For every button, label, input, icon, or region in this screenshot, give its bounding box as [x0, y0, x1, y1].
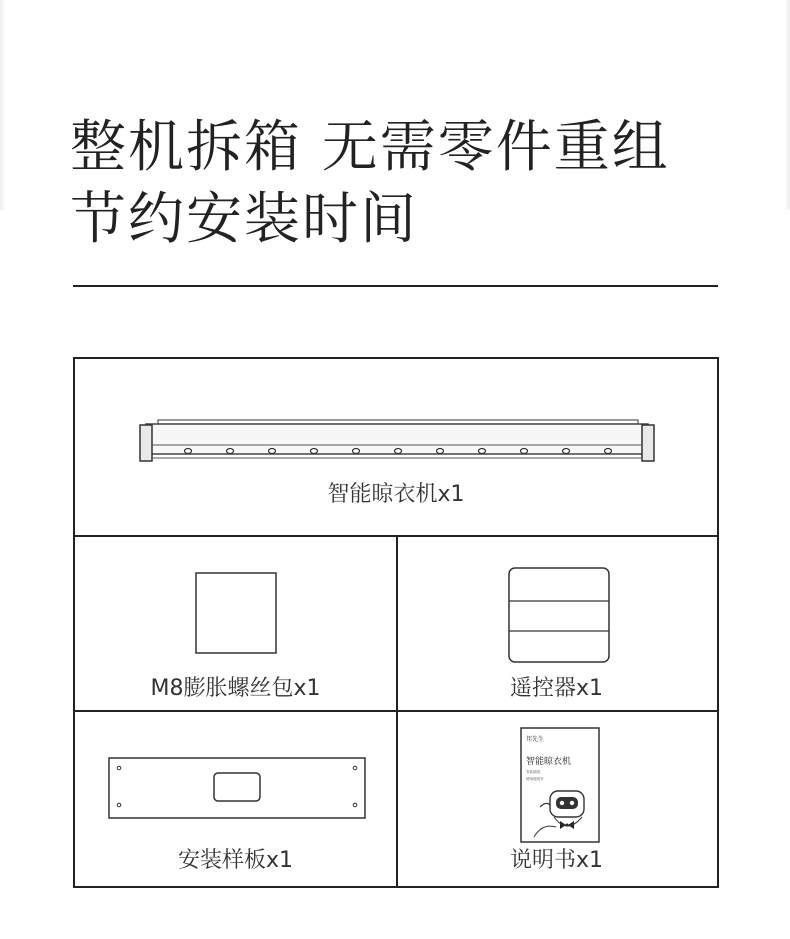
- manual-line-a: 安装说明: [526, 770, 540, 774]
- item-label-dryer: 智能晾衣机x1: [327, 482, 465, 507]
- headline-line-1: 整机拆箱 无需零件重组: [70, 115, 670, 180]
- clothes-dryer-rail-icon: [138, 415, 656, 465]
- manual-brand: 邦先生: [526, 737, 545, 743]
- item-label-remote: 遥控器x1: [509, 676, 604, 701]
- grid-divider-vertical: [396, 535, 398, 886]
- left-edge-shade: [0, 0, 6, 210]
- manual-line-b: 使用说明书: [526, 777, 544, 781]
- screw-pack-icon: [195, 572, 277, 654]
- item-label-manual: 说明书x1: [509, 848, 604, 873]
- item-label-screws: M8膨胀螺丝包x1: [150, 676, 321, 701]
- right-edge-shade: [784, 0, 790, 210]
- package-contents-grid: [73, 357, 719, 888]
- divider: [73, 285, 718, 287]
- remote-control-icon: [508, 567, 610, 663]
- install-template-icon: [108, 757, 366, 819]
- manual-title: 智能晾衣机: [526, 756, 572, 766]
- manual-booklet-icon: [520, 727, 600, 843]
- item-label-template: 安装样板x1: [177, 848, 294, 873]
- headline-line-2: 节约安装时间: [70, 187, 418, 252]
- headline: [70, 112, 750, 256]
